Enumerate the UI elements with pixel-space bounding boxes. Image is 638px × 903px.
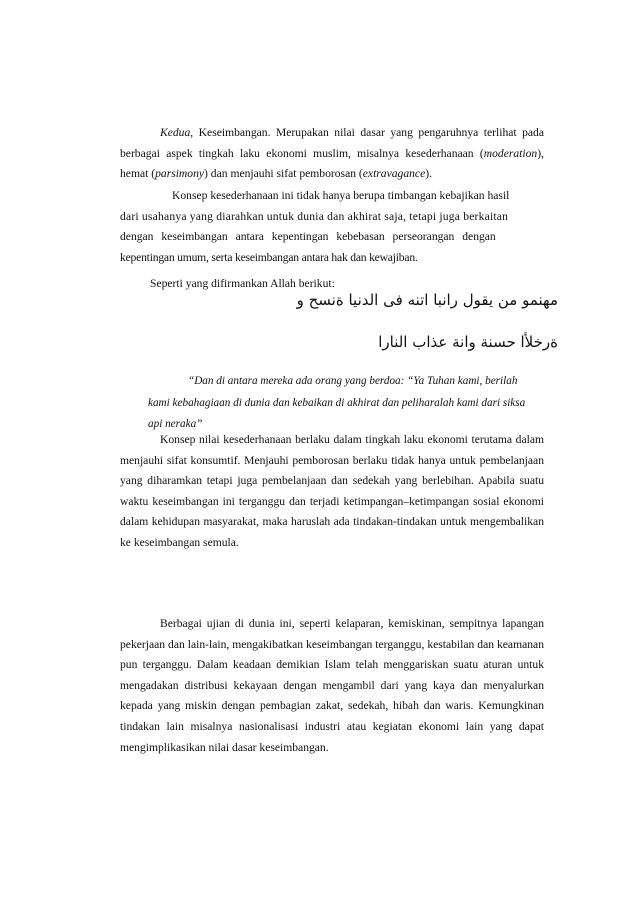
paragraph-text: Berbagai ujian di dunia ini, seperti kelaparan, kemiskinan, sempitnya lapangan pekerjaan dan lain-lain, mengakibatkan keseimbangan terganggu, kestabilan dan keamanan pun terganggu. Dalam keadaan demikian Islam telah menggariskan suatu aturan untuk mengadakan distribusi kekayaan dengan mengambil dari yang kaya dan menyalurkan kepada yang miskin dengan pembagian zakat, sedekah, hibah dan waris. Kemungkinan tindakan lain misalnya nasionalisasi industri atau kegiatan ekonomi lain yang dapat mengimplikasikan nilai dasar keseimbangan.	[120, 617, 544, 754]
term-kedua: Kedua	[160, 126, 191, 139]
paragraph-text: ).	[425, 167, 432, 181]
verse-translation	[148, 371, 540, 436]
term-moderation: moderation	[483, 146, 538, 160]
text-line: Konsep kesederhanaan ini tidak hanya berupa timbangan kebajikan hasil	[172, 189, 510, 202]
text-line: dari usahanya yang diarahkan untuk dunia dan akhirat saja, tetapi juga berkaitan	[120, 209, 509, 223]
paragraph-text: Konsep nilai kesederhanaan berlaku dalam tingkah laku ekonomi terutama dalam menjauhi sifat konsumtif. Menjauhi pemborosan berlaku tidak hanya untuk pembelanjaan yang diharamkan tetapi juga pembelanjaan dan sedekah yang berlebihan. Apabila suatu waktu keseimbangan ini terganggu dan terjadi ketimpangan–ketimpangan sosial ekonomi dalam kehidupan masyarakat, maka haruslah ada tindakan-tindakan untuk mengembalikan ke keseimbangan semula.	[120, 433, 544, 549]
term-parsimony: parsimony	[155, 167, 205, 181]
term-extravagance: extravagance	[362, 167, 426, 181]
paragraph-kesederhanaan	[120, 186, 544, 268]
paragraph-text: ), hemat (	[120, 146, 544, 181]
quote-intro: Seperti yang difirmankan Allah berikut:	[150, 277, 335, 290]
quote-line: kami kebahagiaan di dunia dan kebaikan di akhirat dan peliharalah kami dari siksa api neraka”	[148, 396, 526, 430]
paragraph-keseimbangan	[120, 123, 544, 185]
arabic-verse-line-1: مهنمو من يقول رانبا اتنه ﻓﻰ الدنيا ةنسح و	[296, 291, 558, 309]
quote-line: “Dan di antara mereka ada orang yang berdoa: “Ya Tuhan kami, berilah	[188, 375, 518, 387]
paragraph-konsumtif	[120, 430, 544, 554]
text-line: kepentingan umum, serta keseimbangan antara hak dan kewajiban.	[120, 250, 418, 264]
paragraph-text: ) dan menjauhi sifat pemborosan (	[204, 167, 363, 181]
paragraph-ujian	[120, 614, 544, 758]
text-line: dengan keseimbangan antara kepentingan kebebasan perseorangan dengan	[120, 230, 496, 244]
paragraph-text: , Keseimbangan. Merupakan nilai dasar yang pengaruhnya terlihat pada berbagai aspek tingkah laku ekonomi muslim, misalnya kesederhanaan (	[120, 126, 544, 160]
arabic-verse-line-2: ةرخلأا حسنة وانة عذاب النارا	[378, 333, 558, 351]
